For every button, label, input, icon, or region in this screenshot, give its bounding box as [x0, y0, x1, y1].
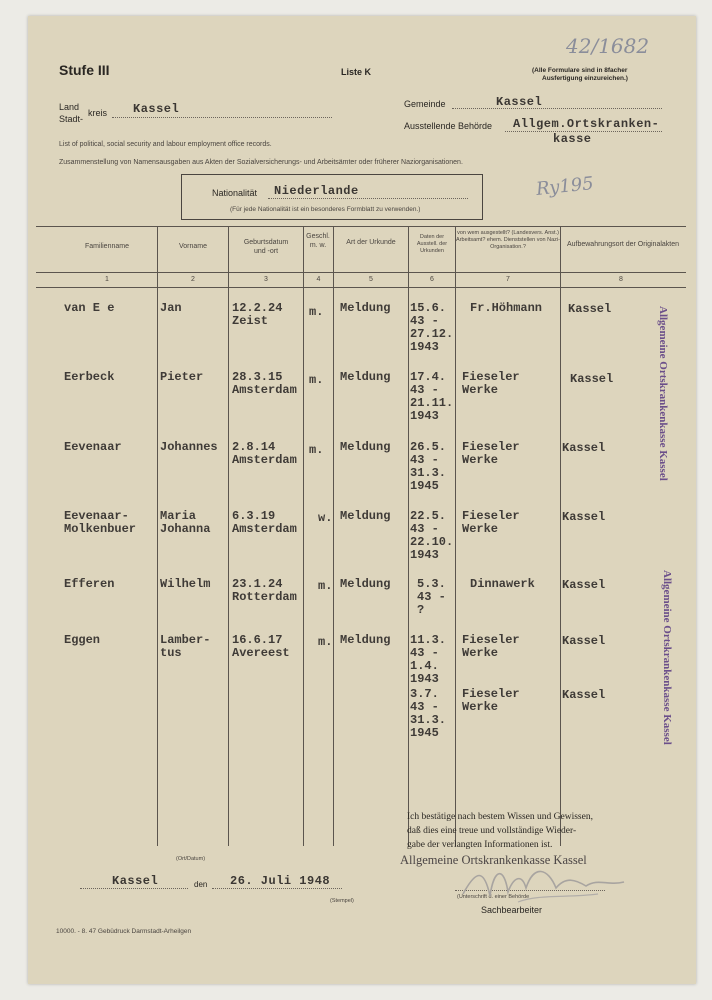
row-1-vorname: Jan: [160, 301, 182, 315]
row-2-ort: Kassel: [570, 372, 614, 386]
footer-den: den: [194, 880, 208, 889]
certification-line-2: daß dies eine treue und vollständige Wieder-: [407, 826, 577, 836]
nationality-note: (Für jede Nationalität ist ein besonderes Formblatt zu verwenden.): [230, 206, 421, 213]
col-header-familienname: Familienname: [85, 243, 129, 250]
row-2-geburt: 28.3.15 Amsterdam: [232, 370, 297, 397]
note-line-1: (Alle Formulare sind in 8facher: [532, 67, 628, 74]
row-3-aussteller: Fieseler Werke: [462, 440, 520, 467]
nationality-value: Niederlande: [274, 184, 359, 198]
row-2-familienname: Eerbeck: [64, 370, 115, 384]
row-6-ort: Kassel: [562, 634, 606, 648]
col-num-5: 5: [369, 276, 373, 283]
col-num-2: 2: [191, 276, 195, 283]
behoerde-caption: (Unterschrift d. einer Behörde: [457, 894, 530, 900]
col-header-vorname: Vorname: [178, 243, 208, 250]
col-header-ort: Aufbewahrungsort der Originalakten: [566, 241, 680, 248]
row-4-urkunde: Meldung: [340, 509, 391, 523]
row-5-urkunde: Meldung: [340, 577, 391, 591]
row-5-vorname: Wilhelm: [160, 577, 211, 591]
row-5-daten: 5.3. 43 - ?: [417, 577, 446, 617]
row-6-familienname: Eggen: [64, 633, 101, 647]
sachbearbeiter-label: Sachbearbeiter: [481, 905, 543, 915]
row-3-geburt: 2.8.14 Amsterdam: [232, 440, 297, 467]
row-5-geburt: 23.1.24 Rotterdam: [232, 577, 297, 604]
row-2-aussteller: Fieseler Werke: [462, 370, 520, 397]
row-6-aussteller: Fieseler Werke: [462, 633, 520, 660]
row-3-geschlecht: m.: [309, 443, 324, 457]
row-3-daten: 26.5. 43 - 31.3. 1945: [410, 440, 447, 493]
col-num-6: 6: [430, 276, 434, 283]
certification-line-1: Ich bestätige nach bestem Wissen und Gewissen,: [407, 812, 593, 822]
footer-ort-value: Kassel: [112, 874, 159, 888]
row-4-daten: 22.5. 43 - 22.10. 1943: [410, 509, 454, 562]
signature: [458, 858, 638, 912]
row-4-geschlecht: w.: [318, 511, 333, 525]
row-5-aussteller: Dinnawerk: [470, 577, 535, 591]
row-1-ort: Kassel: [568, 302, 612, 316]
row-3-familienname: Eevenaar: [64, 440, 122, 454]
row-1-familienname: van E e: [64, 301, 115, 315]
col-num-3: 3: [264, 276, 268, 283]
row-2-daten: 17.4. 43 - 21.11. 1943: [410, 370, 454, 423]
description-line-2: Zusammenstellung von Namensausgaben aus Akten der Sozialversicherungs- und Arbeitsämter oder früherer Naziorganisationen.: [59, 159, 463, 166]
col-header-urkunde: Art der Urkunde: [346, 239, 396, 246]
row-1-daten: 15.6. 43 - 27.12. 1943: [410, 301, 454, 354]
liste-label: Liste K: [341, 67, 372, 77]
gemeinde-label: Gemeinde: [404, 99, 446, 109]
col-header-geburt: Geburtsdatum und -ort: [243, 239, 289, 255]
col-num-8: 8: [619, 276, 623, 283]
row-5-ort: Kassel: [562, 578, 606, 592]
stufe-label: Stufe III: [59, 62, 110, 78]
behoerde-value-1: Allgem.Ortskranken-: [513, 117, 660, 131]
behoerde-value-2: kasse: [553, 132, 592, 146]
row-2-urkunde: Meldung: [340, 370, 391, 384]
row-2-geschlecht: m.: [309, 373, 324, 387]
row-4-familienname: Eevenaar- Molkenbuer: [64, 509, 137, 536]
certification-line-3: gabe der verlangten Informationen ist.: [407, 840, 553, 850]
behoerde-label: Ausstellende Behörde: [404, 121, 493, 131]
footer-date-value: 26. Juli 1948: [230, 874, 331, 888]
row-4-aussteller: Fieseler Werke: [462, 509, 520, 536]
stadt-label: Stadt-: [59, 114, 84, 124]
note-line-2: Ausfertigung einzureichen.): [542, 75, 628, 82]
nationality-label: Nationalität: [212, 188, 258, 198]
row-1-aussteller: Fr.Höhmann: [470, 301, 543, 315]
row-6-vorname: Lamber- tus: [160, 633, 211, 660]
row-5-familienname: Efferen: [64, 577, 115, 591]
row-1-geburt: 12.2.24 Zeist: [232, 301, 283, 328]
row-5-geschlecht: m.: [318, 579, 333, 593]
kreis-value: Kassel: [133, 102, 180, 116]
row-4-ort: Kassel: [562, 510, 606, 524]
description-line-1: List of political, social security and labour employment office records.: [59, 141, 272, 148]
row-3-vorname: Johannes: [160, 440, 218, 454]
row-4-vorname: Maria Johanna: [160, 509, 211, 536]
col-num-4: 4: [316, 276, 321, 283]
col-header-aussteller: von wem ausgestellt? (Landesvers. Anst.) Arbeitsamt? ehem. Dienststellen von Nazi-Organisation.?: [456, 230, 560, 250]
archive-number: 42/1682: [566, 34, 650, 58]
row-6-daten: 11.3. 43 - 1.4. 1943: [410, 633, 447, 686]
footer-ort-caption: (Ort/Datum): [176, 856, 206, 862]
row-6-urkunde: Meldung: [340, 633, 391, 647]
row-4-geburt: 6.3.19 Amsterdam: [232, 509, 297, 536]
side-stamp-2: Allgemeine Ortskrankenkasse Kassel: [661, 570, 673, 745]
col-num-7: 7: [506, 276, 510, 283]
row-1-urkunde: Meldung: [340, 301, 391, 315]
row-3-ort: Kassel: [562, 441, 606, 455]
row-3-urkunde: Meldung: [340, 440, 391, 454]
row-6-geburt: 16.6.17 Avereest: [232, 633, 290, 660]
land-label: Land: [59, 102, 80, 112]
row-6-geschlecht: m.: [318, 635, 333, 649]
row-7-daten: 3.7. 43 - 31.3. 1945: [410, 687, 447, 740]
nationality-pencil-mark: Ry195: [535, 173, 595, 200]
row-1-geschlecht: m.: [309, 305, 324, 319]
col-header-geschlecht: Geschl. m. w.: [306, 233, 330, 249]
footer-print-line: 10000. - 8. 47 Gebüdruck Darmstadt-Arheilgen: [56, 928, 192, 935]
certification-stamp: Allgemeine Ortskrankenkasse Kassel: [400, 853, 587, 867]
row-2-vorname: Pieter: [160, 370, 204, 384]
footer-stempel-caption: (Stempel): [330, 898, 354, 904]
col-header-daten: Daten der Ausstell. der Urkunden: [416, 234, 448, 254]
kreis-label: kreis: [88, 108, 108, 118]
gemeinde-value: Kassel: [496, 95, 543, 109]
side-stamp-1: Allgemeine Ortskrankenkasse Kassel: [657, 306, 669, 481]
row-7-ort: Kassel: [562, 688, 606, 702]
row-7-aussteller: Fieseler Werke: [462, 687, 520, 714]
col-num-1: 1: [105, 276, 109, 283]
